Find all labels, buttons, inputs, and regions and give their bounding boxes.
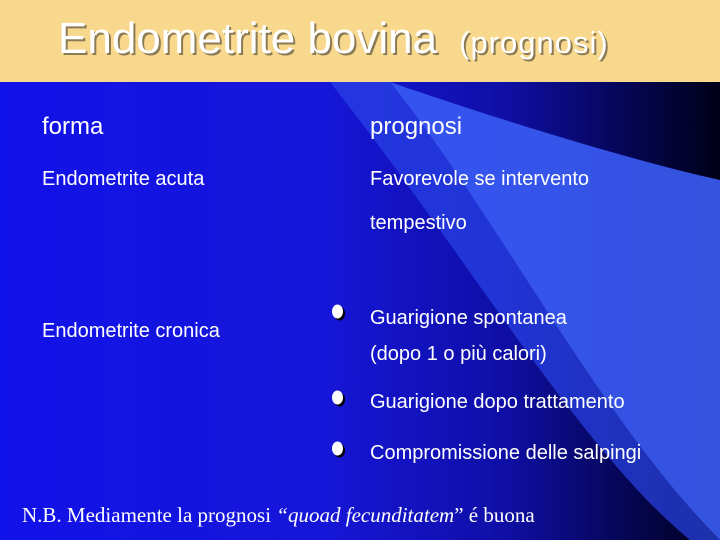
footnote-latin-term: quoad fecunditatem — [287, 503, 455, 527]
prognosis-cronica-item: Guarigione spontanea — [370, 307, 567, 329]
title-main: Endometrite bovina — [58, 14, 438, 63]
footnote-open-quote: “ — [276, 503, 288, 527]
footnote-suffix: é buona — [463, 503, 535, 527]
footnote — [22, 503, 535, 528]
prognosis-cronica-item-note: (dopo 1 o più calori) — [370, 343, 547, 365]
title-subtitle: (prognosi) — [459, 25, 609, 60]
column-header-prognosi: prognosi — [370, 113, 463, 140]
row-label-acuta: Endometrite acuta — [42, 168, 205, 190]
bullet-icon — [332, 441, 345, 458]
footnote-close-quote: ” — [454, 503, 464, 527]
prognosis-cronica-item: Compromissione delle salpingi — [370, 442, 642, 464]
prognosis-acuta-line2: tempestivo — [370, 212, 467, 234]
row-label-cronica: Endometrite cronica — [42, 320, 220, 342]
slide-title — [58, 14, 609, 64]
column-header-forma: forma — [42, 113, 104, 140]
prognosis-acuta-line1: Favorevole se intervento — [370, 168, 590, 190]
bullet-icon — [332, 390, 345, 407]
footnote-prefix: N.B. Mediamente la prognosi — [22, 503, 277, 527]
bullet-icon — [332, 304, 345, 321]
prognosis-cronica-item: Guarigione dopo trattamento — [370, 391, 625, 413]
